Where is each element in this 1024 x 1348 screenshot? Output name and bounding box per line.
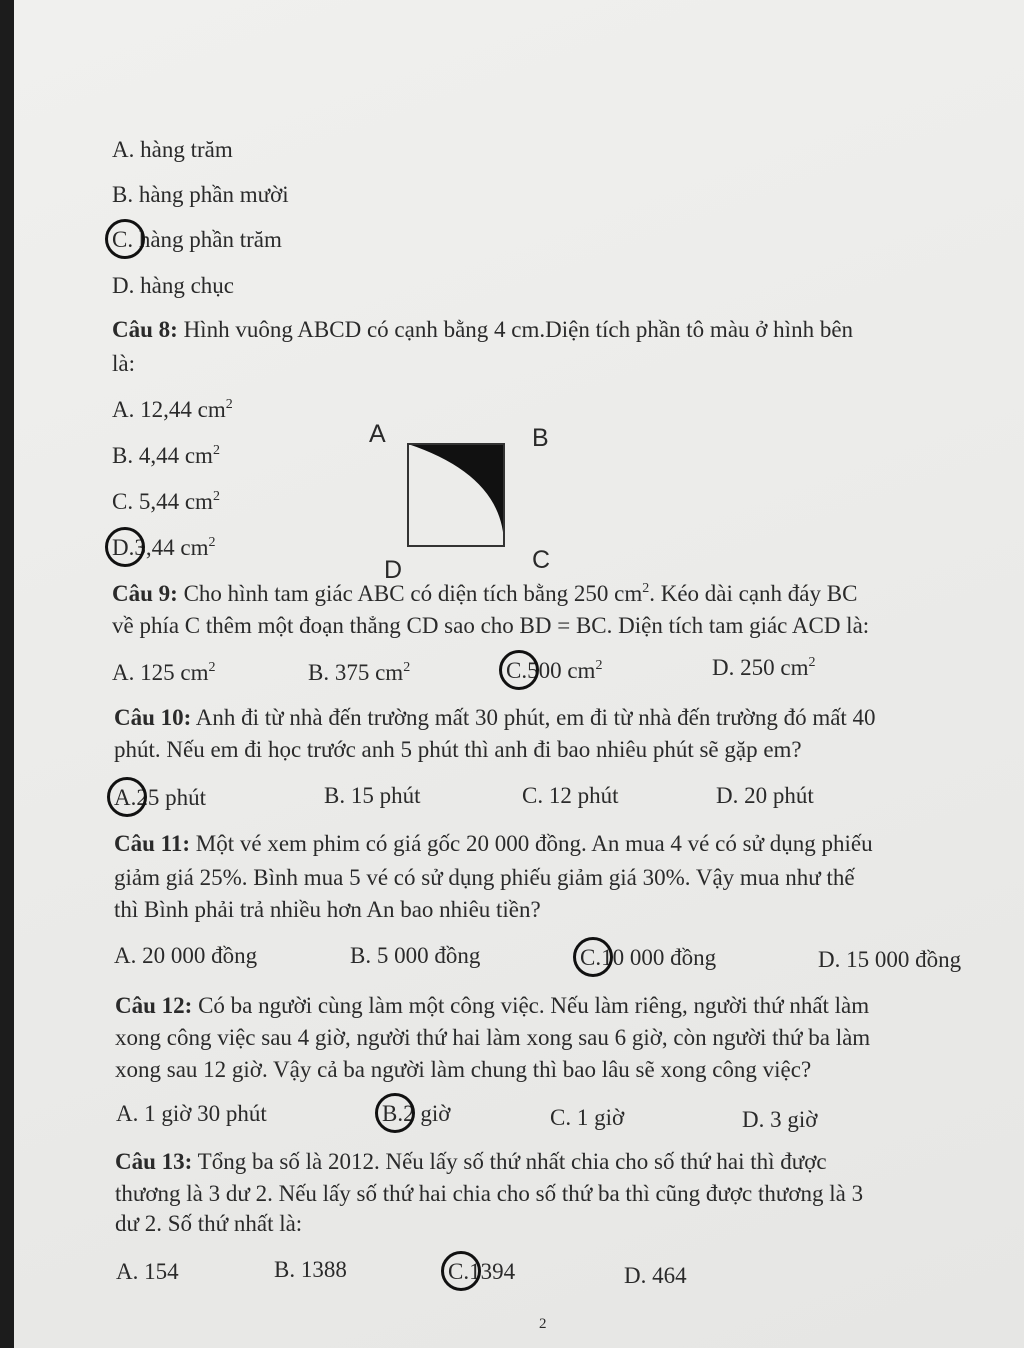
q7-option-c: C. hàng phần trăm — [112, 227, 282, 252]
q9-option-d: D. 250 $cm^2$ — [712, 655, 816, 680]
q12-option-c: C. 1 giờ — [550, 1105, 625, 1130]
page-number: 2 — [539, 1316, 547, 1332]
q9-text-line1: Câu 9: Cho hình tam giác ABC có diện tích bằng 250 $cm^2$. Kéo dài cạnh đáy BC — [112, 581, 858, 606]
q12-text-line1: Câu 12: Có ba người cùng làm một công việc. Nếu làm riêng, người thứ nhất làm — [115, 993, 870, 1018]
q10-option-d: D. 20 phút — [716, 783, 814, 808]
q11-text-line2: giảm giá 25%. Bình mua 5 vé có sử dụng phiếu giảm giá 30%. Vậy mua như thế — [114, 865, 855, 890]
q13-option-c: C.1394 — [448, 1259, 516, 1284]
q7-option-b: B. hàng phần mười — [112, 182, 289, 207]
q11-option-d: D. 15 000 đồng — [818, 947, 962, 972]
q8-option-b: B. 4,44 $cm^2$ — [112, 443, 220, 468]
square-abcd-figure — [404, 440, 508, 550]
q13-text-line3: dư 2. Số thứ nhất là: — [115, 1211, 303, 1236]
q9-option-c: C.500 $cm^2$ — [506, 658, 603, 683]
q9-option-b: B. 375 $cm^2$ — [308, 660, 411, 685]
q7-option-a: A. hàng trăm — [112, 137, 233, 162]
q13-option-d: D. 464 — [624, 1263, 687, 1288]
q10-text-line1: Câu 10: Anh đi từ nhà đến trường mất 30 phút, em đi từ nhà đến trường đó mất 40 — [114, 705, 876, 730]
q11-option-c: C.10 000 đồng — [580, 945, 717, 970]
q8-option-c: C. 5,44 $cm^2$ — [112, 489, 220, 514]
figure-label-c: C — [532, 546, 551, 574]
figure-label-a: A — [369, 420, 386, 448]
answer-circle: A. — [114, 785, 137, 810]
exam-page — [14, 0, 1024, 1348]
q12-text-line2: xong công việc sau 4 giờ, người thứ hai làm xong sau 6 giờ, còn người thứ ba làm — [115, 1025, 871, 1050]
answer-circle: C. — [506, 658, 528, 683]
q12-option-a: A. 1 giờ 30 phút — [116, 1101, 267, 1126]
q8-option-d: D.3,44 $cm^2$ — [112, 535, 216, 560]
q8-option-a: A. 12,44 $cm^2$ — [112, 397, 233, 422]
q13-option-b: B. 1388 — [274, 1257, 347, 1282]
figure-label-d: D — [384, 556, 403, 584]
q13-text-line2: thương là 3 dư 2. Nếu lấy số thứ hai chia cho số thứ ba thì cũng được thương là 3 — [115, 1181, 864, 1206]
q12-text-line3: xong sau 12 giờ. Vậy cả ba người làm chung thì bao lâu sẽ xong công việc? — [115, 1057, 812, 1082]
answer-circle: D. — [112, 535, 135, 560]
q10-option-c: C. 12 phút — [522, 783, 619, 808]
q10-option-b: B. 15 phút — [324, 783, 421, 808]
answer-circle: B. — [382, 1101, 404, 1126]
q8-text-line2: là: — [112, 351, 135, 376]
q11-text-line1: Câu 11: Một vé xem phim có giá gốc 20 000 đồng. An mua 4 vé có sử dụng phiếu — [114, 831, 873, 856]
q9-text-line2: về phía C thêm một đoạn thẳng CD sao cho BD = BC. Diện tích tam giác ACD là: — [112, 613, 870, 638]
q11-option-b: B. 5 000 đồng — [350, 943, 481, 968]
figure-label-b: B — [532, 424, 549, 452]
q12-option-b: B.2 giờ — [382, 1101, 451, 1126]
q8-text-line1: Câu 8: Hình vuông ABCD có cạnh bằng 4 cm.Diện tích phần tô màu ở hình bên — [112, 317, 854, 342]
q11-text-line3: thì Bình phải trả nhiều hơn An bao nhiêu tiền? — [114, 897, 541, 922]
answer-circle: C. — [112, 227, 134, 252]
q11-option-a: A. 20 000 đồng — [114, 943, 258, 968]
answer-circle: C. — [580, 945, 602, 970]
q12-option-d: D. 3 giờ — [742, 1107, 818, 1132]
q9-option-a: A. 125 $cm^2$ — [112, 660, 216, 685]
q7-option-d: D. hàng chục — [112, 273, 235, 298]
q10-text-line2: phút. Nếu em đi học trước anh 5 phút thì anh đi bao nhiêu phút sẽ gặp em? — [114, 737, 802, 762]
answer-circle: C. — [448, 1259, 470, 1284]
shaded-region — [408, 444, 504, 546]
q13-text-line1: Câu 13: Tổng ba số là 2012. Nếu lấy số thứ nhất chia cho số thứ hai thì được — [115, 1149, 827, 1174]
q10-option-a: A.25 phút — [114, 785, 207, 810]
q13-option-a: A. 154 — [116, 1259, 179, 1284]
